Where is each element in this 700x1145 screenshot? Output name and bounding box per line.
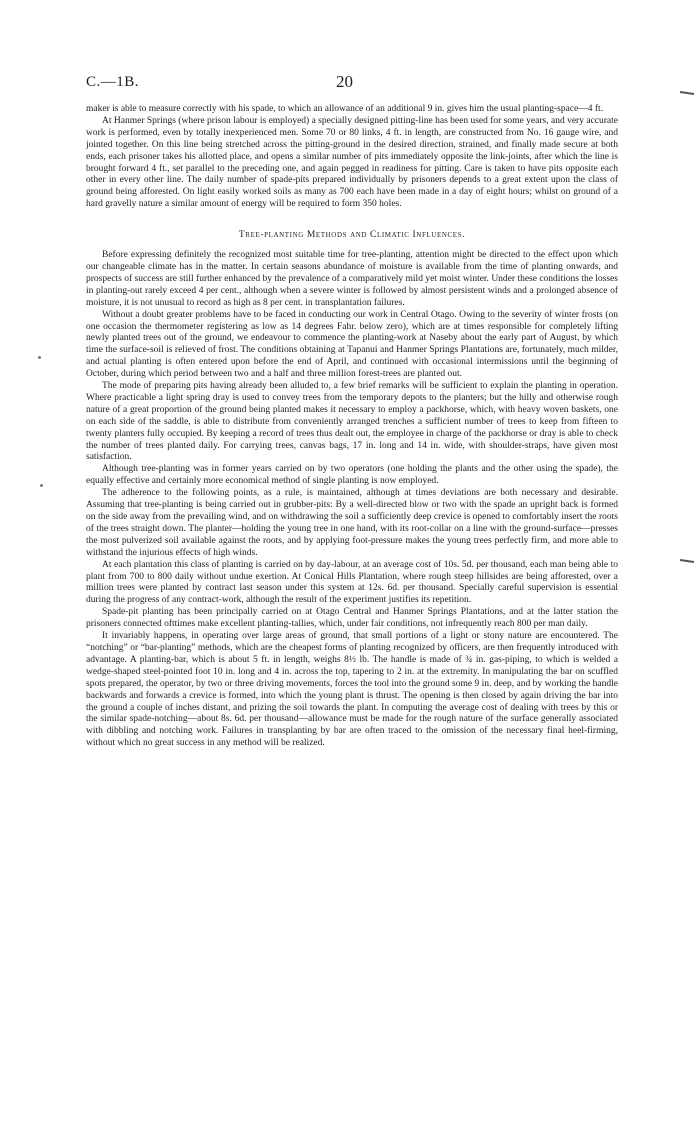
paragraph: Spade-pit planting has been principally carried on at Otago Central and Hanmer Springs Plantations, and at the latter station the prisoners connected ofttimes make excellent planting-tallies, which, under fair conditions, not infrequently reach 800 per man daily.: [86, 607, 618, 630]
paragraph: The mode of preparing pits having already been alluded to, a few brief remarks will be sufficient to explain the planting in operation. Where practicable a light spring dray is used to convey trees from the temporary depots to the planters; but the hilly and otherwise rough nature of a great proportion of the ground being planted makes it necessary to employ a packhorse, which, with heavy woven baskets, one on each side of the saddle, is able to distribute from conveniently arranged trenches a sufficient number of trees to keep from fifteen to twenty planters fully occupied. By keeping a record of trees thus dealt out, the employee in charge of the packhorse or dray is able to check the number of trees planted daily. For carrying trees, canvas bags, 17 in. long and 14 in. wide, with shoulder-straps, have given most satisfaction.: [86, 381, 618, 463]
paragraph: The adherence to the following points, as a rule, is maintained, although at times deviations are both necessary and desirable. Assuming that tree-planting is being carried out in grubber-pits: By a well-directed blow or two with the spade an upright back is formed on the side away from the prevailing wind, and on withdrawing the soil a sufficiently deep crevice is opened to comfortably insert the roots of the trees straight down. The planter—holding the young tree in one hand, with its root-collar on a line with the ground-surface—presses the most pulverized soil available against the roots, and by applying foot-pressure makes the young trees perfectly firm, and more able to withstand the injurious effects of high winds.: [86, 488, 618, 558]
paragraph: At each plantation this class of planting is carried on by day-labour, at an average cost of 10s. 5d. per thousand, each man being able to plant from 700 to 800 daily without undue exertion. At Conical Hills Plantation, where rough steep hillsides are being afforested, over a million trees were planted by contract last season under this system at 12s. 6d. per thousand. Specially careful supervision is essential during the progress of any contract-work, although the result of the experiment justifies its repetition.: [86, 559, 618, 606]
body-text: [86, 104, 618, 750]
paragraph: Without a doubt greater problems have to be faced in conducting our work in Central Otago. Owing to the severity of winter frosts (on one occasion the thermometer registering as low as 14 degrees Fahr. below zero), which are at times responsible for completely lifting newly planted trees out of the ground, we endeavour to commence the planting-work at Naseby about the early part of August, by which time the surface-soil is relieved of frost. The conditions obtaining at Tapanui and Hanmer Springs Plantations are, fortunately, much milder, and actual planting is often entered upon before the end of April, and continued with occasional intermissions until the beginning of October, during which period between two and a half and three million forest-trees are planted out.: [86, 309, 618, 380]
paragraph: Before expressing definitely the recognized most suitable time for tree-planting, attention might be directed to the effect upon which our changeable climate has in the matter. In certain seasons abundance of moisture is available from the time of planting onwards, and prospects of success are still further enhanced by the prevalence of a comparatively mild yet moist winter. Under these conditions the losses in planting-out rarely exceed 4 per cent., although when a severe winter is followed by almost persistent winds and a prolonged absence of moisture, it is not unusual to record as high as 8 per cent. in transplantation failures.: [86, 250, 618, 308]
paragraph: At Hanmer Springs (where prison labour is employed) a specially designed pitting-line has been used for some years, and very accurate work is performed, even by totally inexperienced men. Some 70 or 80 links, 4 ft. in length, are constructed from No. 16 gauge wire, and jointed together. On this line being stretched across the pitting-ground in the desired direction, strained, and finally made secure at both ends, each prisoner takes his allotted place, and opens a similar number of pits immediately opposite the link-joints, after which the line is brought forward 4 ft., set parallel to the preceding one, and again pegged in readiness for pitting. Care is taken to have pits opposite each other in every other line. The daily number of spade-pits prepared individually by prisoners depends to a great extent upon the class of ground being afforested. On light easily worked soils as many as 700 each have been made in a day of eight hours; whilst on ground of a hard gravelly nature a similar amount of energy will be required to form 350 holes.: [86, 115, 618, 210]
paragraph: Although tree-planting was in former years carried on by two operators (one holding the plants and the other using the spade), the equally effective and certainly more economical method of single planting is now employed.: [86, 464, 618, 487]
margin-dot: [40, 484, 43, 487]
margin-dot: [38, 356, 41, 359]
margin-mark-top: [680, 91, 694, 95]
paragraph: It invariably happens, in operating over large areas of ground, that small portions of a light or stony nature are encountered. The “notching” or “bar-planting” methods, which are the cheapest forms of planting recognized by officers, are then frequently introduced with advantage. A planting-bar, which is about 5 ft. in length, weighs 8½ lb. The handle is made of ¾ in. gas-piping, to which is welded a wedge-shaped steel-pointed foot 10 in. long and 4 in. across the top, tapering to 2 in. at the extremity. In manipulating the bar on scuffled spots prepared, the operator, by two or three driving movements, forces the tool into the ground some 9 in. deep, and by working the handle backwards and forwards a crevice is formed, into which the young plant is thrust. The opening is then closed by again driving the bar into the ground a couple of inches distant, and prizing the soil towards the plant. In computing the average cost of dealing with trees by this or the similar spade-notching—about 8s. 6d. per thousand—allowance must be made for the rough nature of the surface generally associated with dibbling and notching work. Failures in transplanting by bar are often traced to the omission of the necessary final heel-firming, without which no great success in any method will be realized.: [86, 631, 618, 749]
document-reference: C.—1B.: [86, 74, 140, 90]
section-heading: Tree-planting Methods and Climatic Influences.: [238, 230, 466, 241]
margin-mark-middle: [680, 559, 694, 563]
page-number: 20: [336, 72, 353, 91]
paragraph: maker is able to measure correctly with his spade, to which an allowance of an additional 9 in. gives him the usual planting-space—4 ft.: [86, 104, 604, 114]
